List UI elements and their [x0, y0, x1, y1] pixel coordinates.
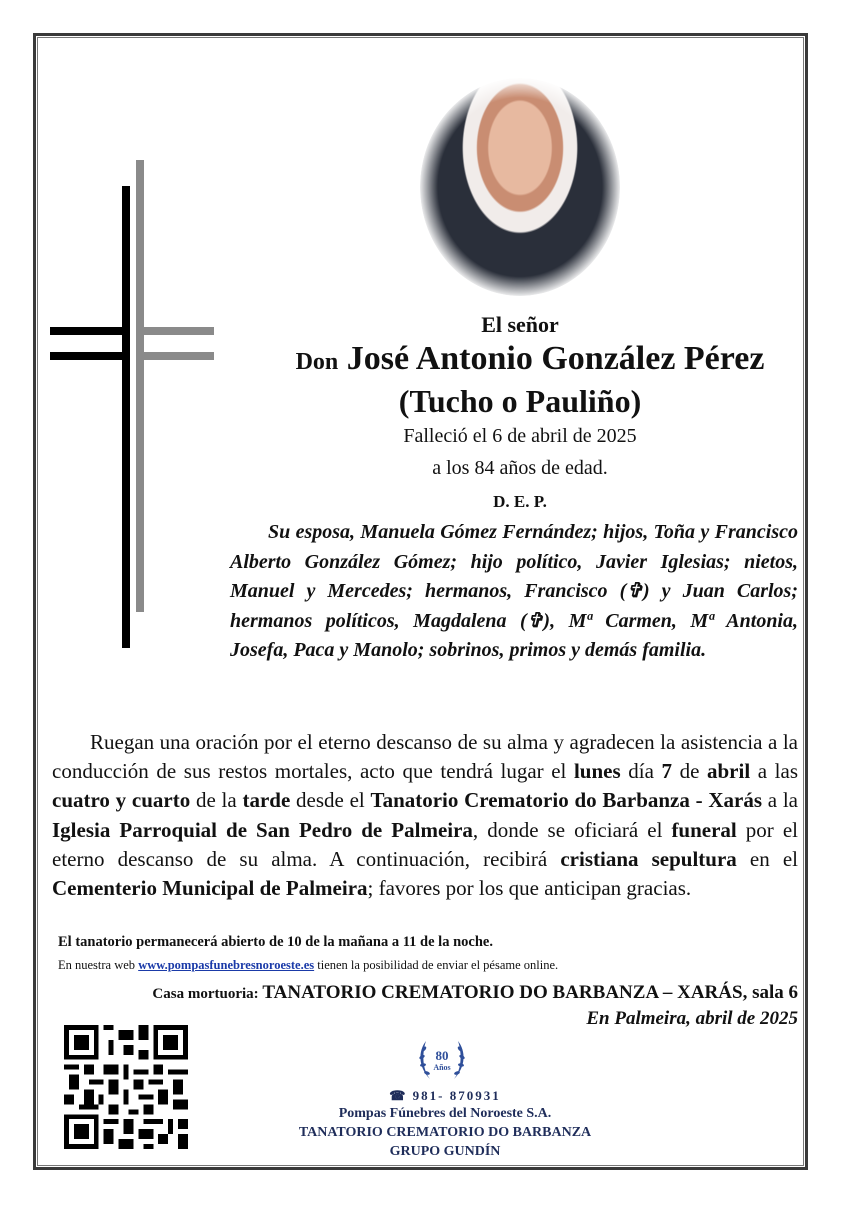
- body-bold-9: cristiana sepultura: [560, 846, 737, 871]
- phone-number[interactable]: 981- 870931: [412, 1088, 501, 1103]
- logo-word: Años: [433, 1063, 451, 1072]
- web-line: [58, 958, 798, 973]
- tanatorio-hours: El tanatorio permanecerá abierto de 10 de la mañana a 11 de la noche.: [58, 934, 493, 950]
- funeral-paragraph: [52, 728, 798, 903]
- body-text-7: a la: [762, 788, 798, 813]
- body-bold-7: Iglesia Parroquial de San Pedro de Palmeira: [52, 817, 473, 842]
- body-bold-8: funeral: [671, 817, 737, 842]
- body-text-5: de la: [190, 788, 243, 813]
- body-text-1: Ruegan una oración por el eterno descanso de su alma y agradecen la asistencia a la conducción de sus restos mortales, acto que tendrá lugar el: [52, 730, 798, 784]
- death-date: Falleció el 6 de abril de 2025: [403, 425, 637, 447]
- age-line: a los 84 años de edad.: [432, 457, 608, 479]
- web-link[interactable]: www.pompasfunebresnoroeste.es: [138, 958, 315, 972]
- portrait-photo: [420, 78, 620, 296]
- body-bold-4: cuatro y cuarto: [52, 788, 191, 813]
- casa-value: TANATORIO CREMATORIO DO BARBANZA – XARÁS, sala 6: [262, 982, 798, 1003]
- laurel-logo-icon: [412, 1033, 472, 1087]
- honorific: El señor: [481, 312, 559, 337]
- company-block: [260, 1104, 630, 1161]
- body-text-11: ; favores por los que anticipan gracias.: [367, 876, 692, 901]
- company-name: Pompas Fúnebres del Noroeste S.A.: [338, 1106, 552, 1121]
- company-group: GRUPO GUNDÍN: [389, 1144, 501, 1159]
- cross-gray-vertical: [136, 160, 144, 612]
- body-text-10: en el: [736, 846, 798, 871]
- dep-line: D. E. P.: [493, 492, 547, 511]
- body-text-8: , donde se oficiará el: [472, 817, 672, 842]
- body-bold-2: 7: [661, 759, 672, 784]
- name-prefix: Don: [295, 349, 339, 375]
- body-bold-5: tarde: [242, 788, 291, 813]
- body-text-4: a las: [750, 759, 798, 784]
- name-text: José Antonio González Pérez: [346, 340, 765, 377]
- deceased-name: [250, 340, 810, 378]
- body-bold-10: Cementerio Municipal de Palmeira: [52, 876, 368, 901]
- phone-icon: ☎: [389, 1088, 408, 1103]
- cross-gray-horizontal: [136, 327, 214, 335]
- web-post: tienen la posibilidad de enviar el pésame online.: [314, 958, 559, 972]
- body-bold-1: lunes: [573, 759, 621, 784]
- body-text-3: de: [672, 759, 707, 784]
- cross-gray-horizontal-2: [136, 352, 214, 360]
- cross-black-horizontal-2: [50, 352, 130, 360]
- family-paragraph: Su esposa, Manuela Gómez Fernández; hijos, Toña y Francisco Alberto González Gómez; hijo político, Javier Iglesias; nietos, Manuel y Mercedes; hermanos, Francisco (✞) y Juan Carlos; hermanos políticos, Magdalena (✞), Mª Carmen, Mª Antonia, Josefa, Paca y Manolo; sobrinos, primos y demás familia.: [230, 521, 798, 661]
- qr-code-icon[interactable]: [64, 1025, 188, 1149]
- web-pre: En nuestra web: [58, 958, 139, 972]
- place-date: En Palmeira, abril de 2025: [586, 1008, 798, 1029]
- body-bold-3: abril: [707, 759, 751, 784]
- casa-label: Casa mortuoria:: [152, 986, 263, 1002]
- body-bold-6: Tanatorio Crematorio do Barbanza - Xarás: [370, 788, 763, 813]
- cross-black-vertical: [122, 186, 130, 648]
- company-tanatorio: TANATORIO CREMATORIO DO BARBANZA: [298, 1125, 592, 1140]
- body-text-6: desde el: [290, 788, 371, 813]
- logo-number: 80: [435, 1048, 449, 1063]
- casa-mortuoria: [70, 982, 798, 1004]
- body-text-2: día: [620, 759, 662, 784]
- nickname: (Tucho o Pauliño): [398, 383, 642, 419]
- cross-black-horizontal: [50, 327, 130, 335]
- phone-line: [330, 1088, 560, 1104]
- body-text-9: por el eterno descanso de su alma. A continuación, recibirá: [52, 817, 798, 871]
